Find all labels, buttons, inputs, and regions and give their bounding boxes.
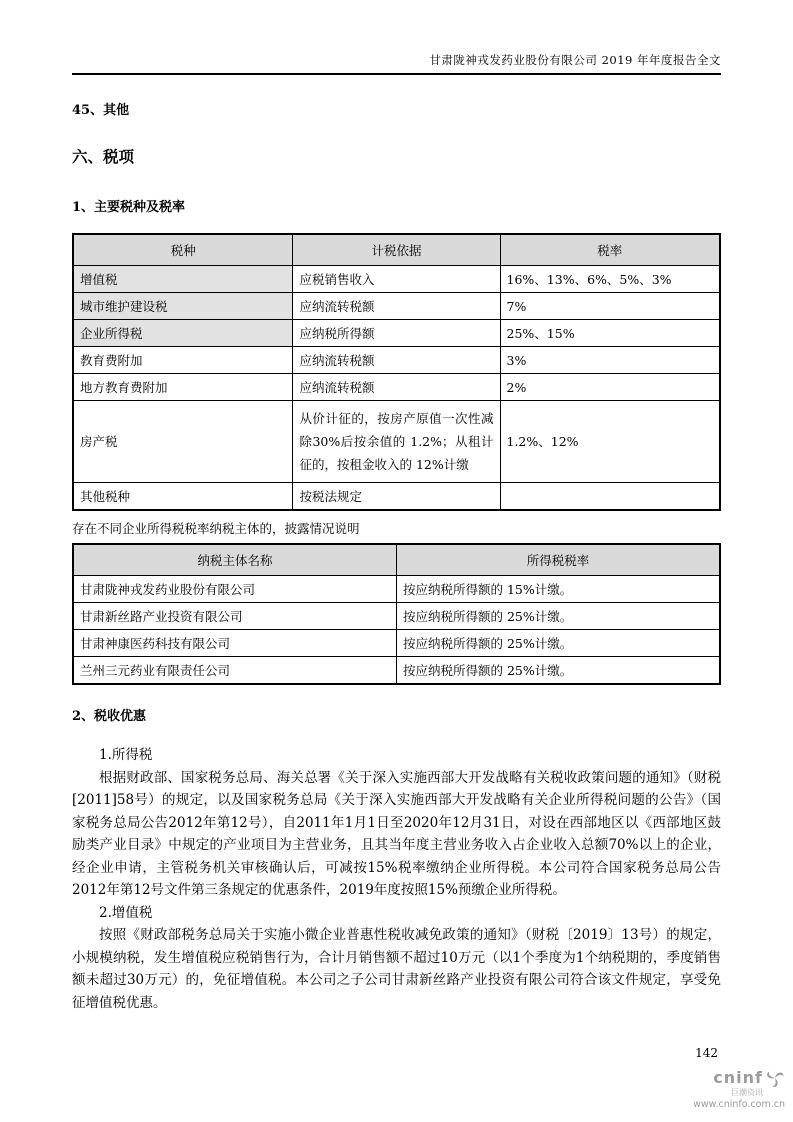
table-row	[73, 576, 720, 603]
tax-basis-cell: 按税法规定	[293, 483, 500, 511]
tax-rate-cell: 3%	[500, 347, 720, 374]
tax-type-cell: 其他税种	[73, 483, 293, 511]
entity-rate-cell: 按应纳税所得额的 15%计缴。	[397, 576, 721, 603]
tax-rate-cell	[500, 483, 720, 511]
entity-name-cell: 甘肃神康医药科技有限公司	[73, 630, 397, 657]
vat-subtitle: 2.增值税	[99, 904, 153, 921]
table-row	[73, 657, 720, 685]
entity-rate-cell: 按应纳税所得额的 25%计缴。	[397, 657, 721, 685]
logo-swirl-icon	[765, 1068, 785, 1088]
table-row	[73, 401, 720, 483]
content-area	[72, 99, 721, 1014]
doc-header	[72, 0, 721, 75]
tax-basis-cell: 从价计征的，按房产原值一次性减除30%后按余值的 1.2%；从租计征的，按租金收入的 12%计缴	[293, 401, 500, 483]
entity-rate-cell: 按应纳税所得额的 25%计缴。	[397, 630, 721, 657]
tax-basis-cell: 应纳流转税额	[293, 293, 500, 320]
tax-preference-text	[72, 744, 721, 1014]
table-row	[73, 630, 720, 657]
col-header-income-tax-rate: 所得税税率	[397, 544, 721, 576]
disclosure-note: 存在不同企业所得税税率纳税主体的，披露情况说明	[72, 521, 360, 536]
section-main-taxes: 1、主要税种及税率	[72, 200, 186, 215]
header-title: 甘肃陇神戎发药业股份有限公司 2019 年年度报告全文	[429, 53, 721, 67]
table-row	[73, 603, 720, 630]
col-header-tax-type: 税种	[73, 234, 293, 266]
col-header-entity-name: 纳税主体名称	[73, 544, 397, 576]
tax-rate-cell: 25%、15%	[500, 320, 720, 347]
logo-subtext: 巨潮资讯	[731, 1087, 763, 1097]
income-tax-subtitle: 1.所得税	[99, 747, 153, 763]
col-header-tax-basis: 计税依据	[293, 234, 500, 266]
tax-rate-cell: 7%	[500, 293, 720, 320]
tax-rate-cell: 1.2%、12%	[500, 401, 720, 483]
vat-paragraph: 按照《财政部税务总局关于实施小微企业普惠性税收减免政策的通知》（财税〔2019〕13号）的规定，小规模纳税，发生增值税应税销售行为，合计月销售额不超过10万元（以1个季度为1个纳税期的，季度销售额未超过30万元）的，免征增值税。本公司之子公司甘肃新丝路产业投资有限公司符合该文件规定，享受免征增值税优惠。	[72, 927, 721, 1011]
section-six-taxes: 六、税项	[72, 147, 135, 166]
page-number: 142	[695, 1046, 718, 1060]
tax-basis-cell: 应纳流转税额	[293, 374, 500, 401]
entity-income-tax-table	[72, 543, 721, 685]
cninfo-logo	[693, 1068, 785, 1110]
logo-text: cninf	[713, 1067, 763, 1087]
tax-basis-cell: 应纳流转税额	[293, 347, 500, 374]
table-row	[73, 293, 720, 320]
table-row	[73, 483, 720, 511]
section-45-other: 45、其他	[72, 103, 130, 118]
table-row	[73, 347, 720, 374]
entity-rate-cell: 按应纳税所得额的 25%计缴。	[397, 603, 721, 630]
tax-basis-cell: 应纳税所得额	[293, 320, 500, 347]
tax-type-cell: 教育费附加	[73, 347, 293, 374]
table-header-row	[73, 234, 720, 266]
tax-rate-table	[72, 233, 721, 511]
table-row	[73, 266, 720, 293]
tax-type-cell: 地方教育费附加	[73, 374, 293, 401]
table-row	[73, 320, 720, 347]
entity-name-cell: 甘肃陇神戎发药业股份有限公司	[73, 576, 397, 603]
tax-type-cell: 城市维护建设税	[73, 293, 293, 320]
tax-type-cell: 房产税	[73, 401, 293, 483]
tax-type-cell: 企业所得税	[73, 320, 293, 347]
tax-type-cell: 增值税	[73, 266, 293, 293]
tax-basis-cell: 应税销售收入	[293, 266, 500, 293]
entity-name-cell: 甘肃新丝路产业投资有限公司	[73, 603, 397, 630]
col-header-tax-rate: 税率	[500, 234, 720, 266]
section-tax-preferences: 2、税收优惠	[72, 709, 147, 724]
entity-name-cell: 兰州三元药业有限责任公司	[73, 657, 397, 685]
table-row	[73, 374, 720, 401]
income-tax-paragraph: 根据财政部、国家税务总局、海关总署《关于深入实施西部大开发战略有关税收政策问题的通知》（财税[2011]58号）的规定，以及国家税务总局《关于深入实施西部大开发战略有关企业所得税问题的公告》（国家税务总局公告2012年第12号），自2011年1月1日至2020年12月31日，对设在西部地区以《西部地区鼓励类产业目录》中规定的产业项目为主营业务，且其当年度主营业务收入占企业收入总额70%以上的企业，经企业申请，主管税务机关审核确认后，可减按15%税率缴纳企业所得税。本公司符合国家税务总局公告2012年第12号文件第三条规定的优惠条件，2019年度按照15%预缴企业所得税。	[72, 769, 721, 898]
logo-url: www.cninfo.com.cn	[693, 1098, 785, 1110]
table-header-row	[73, 544, 720, 576]
tax-rate-cell: 16%、13%、6%、5%、3%	[500, 266, 720, 293]
tax-rate-cell: 2%	[500, 374, 720, 401]
